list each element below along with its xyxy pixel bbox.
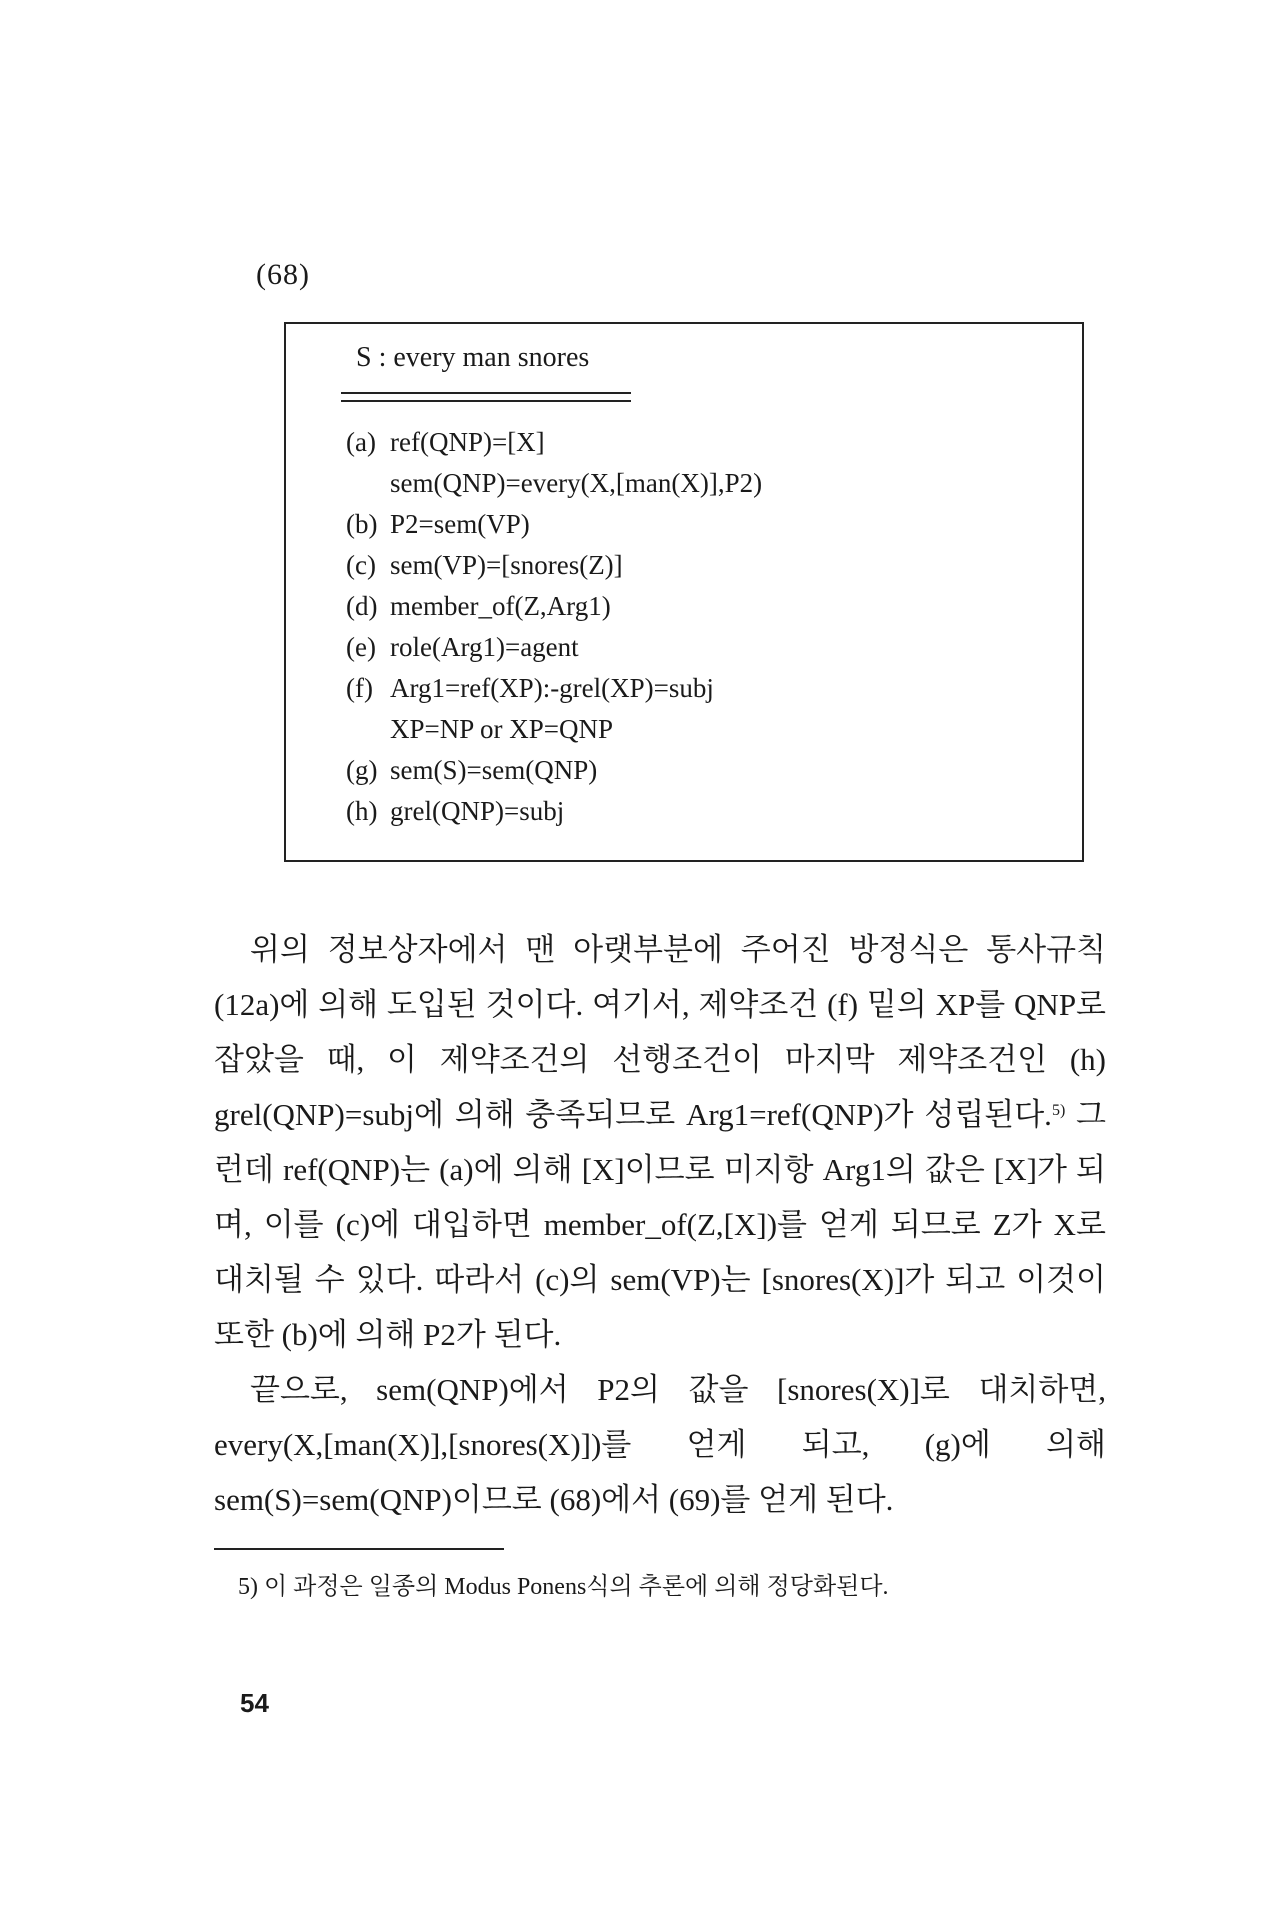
equation-line [346, 709, 762, 750]
equation-text: role(Arg1)=agent [390, 632, 579, 662]
equation-line [346, 791, 762, 832]
equation-text: ref(QNP)=[X] [390, 427, 545, 457]
paragraph-text: 그런데 ref(QNP)는 (a)에 의해 [X]이므로 미지항 Arg1의 값은 [X]가 되며, 이를 (c)에 대입하면 member_of(Z,[X])를 얻게 되므로 Z가 X로 대치될 수 있다. 따라서 (c)의 sem(VP)는 [snores(X)]가 되고 이것이 또한 (b)에 의해 P2가 된다. [214, 1097, 1107, 1352]
footnote-marker[interactable]: 5) [1051, 1102, 1066, 1119]
equation-text: grel(QNP)=subj [390, 796, 565, 826]
equation-line [346, 750, 762, 791]
equation-line [346, 504, 762, 545]
equation-text: Arg1=ref(XP):-grel(XP)=subj [390, 673, 714, 703]
equation-label: (a) [346, 427, 376, 457]
equation-line [346, 627, 762, 668]
equation-text: member_of(Z,Arg1) [390, 591, 611, 621]
equation-label: (c) [346, 550, 376, 580]
page-number: 54 [240, 1688, 269, 1718]
double-divider [341, 392, 631, 402]
body-text [214, 922, 1106, 1527]
paragraph-text: 위의 정보상자에서 맨 아랫부분에 주어진 방정식은 통사규칙 (12a)에 의해 도입된 것이다. 여기서, 제약조건 (f) 밑의 XP를 QNP로 잡았을 때, 이 제약조건의 선행조건이 마지막 제약조건인 (h) grel(QNP)=subj에 의해 충족되므로 Arg1=ref(QNP)가 성립된다. [214, 932, 1106, 1132]
equation-line [346, 545, 762, 586]
paragraph [214, 922, 1106, 1362]
equation-text: XP=NP or XP=QNP [390, 714, 614, 744]
equation-text: sem(QNP)=every(X,[man(X)],P2) [390, 468, 763, 498]
equation-label: (e) [346, 632, 376, 662]
example-number: (68) [256, 258, 310, 291]
equation-label: (b) [346, 509, 378, 539]
equation-line [346, 463, 762, 504]
information-box [284, 322, 1084, 862]
equation-line [346, 668, 762, 709]
equation-label: (h) [346, 796, 378, 826]
equation-line [346, 422, 762, 463]
equation-label: (g) [346, 755, 378, 785]
equation-list [346, 422, 762, 832]
equation-text: sem(S)=sem(QNP) [390, 755, 598, 785]
footnote: 5) 이 과정은 일종의 Modus Ponens식의 추론에 의해 정당화된다. [238, 1574, 889, 1600]
example-sentence: S : every man snores [356, 342, 590, 373]
equation-text: P2=sem(VP) [390, 509, 530, 539]
equation-label: (f) [346, 673, 373, 703]
paragraph-text: 끝으로, sem(QNP)에서 P2의 값을 [snores(X)]로 대치하면, every(X,[man(X)],[snores(X)])를 얻게 되고, (g)에 의해 sem(S)=sem(QNP)이므로 (68)에서 (69)를 얻게 된다. [214, 1372, 1106, 1517]
paragraph [214, 1362, 1106, 1527]
equation-line [346, 586, 762, 627]
equation-text: sem(VP)=[snores(Z)] [390, 550, 623, 580]
equation-label: (d) [346, 591, 378, 621]
footnote-divider [214, 1548, 504, 1550]
